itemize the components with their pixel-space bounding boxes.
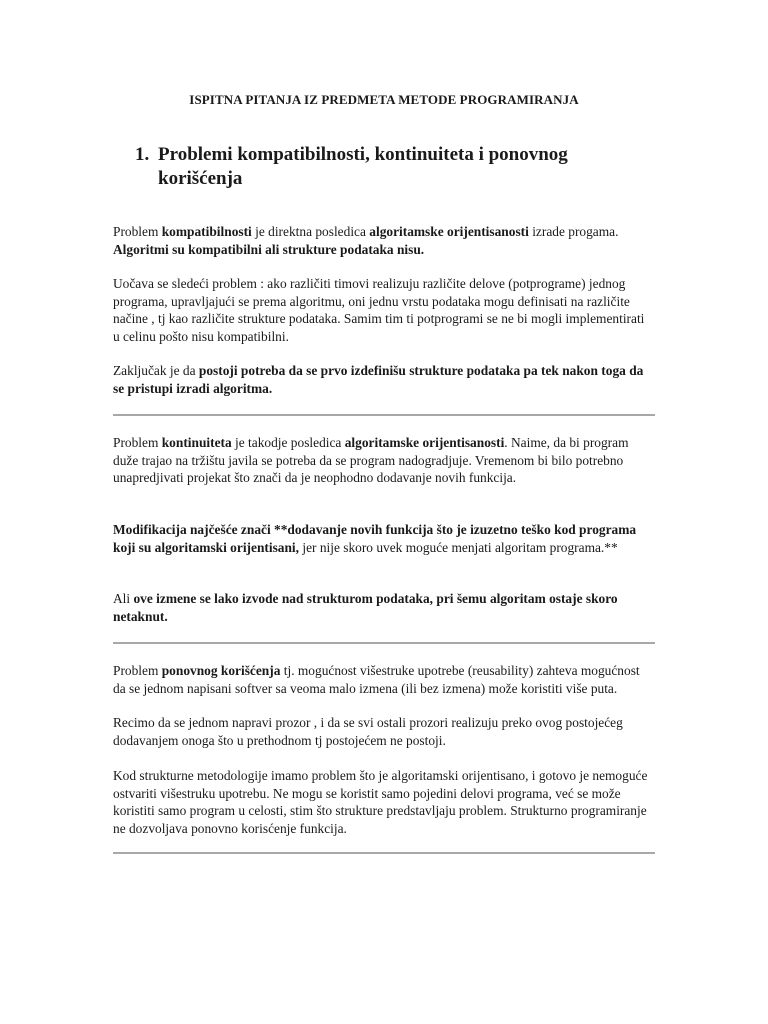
bold-text-run: algoritamske orijentisanosti — [369, 224, 529, 239]
bold-text-run: postoji potreba da se prvo izdefinišu strukture podataka pa tek nakon toga da se pristupi izradi algoritma. — [113, 363, 644, 396]
paragraph-reuse-example — [113, 714, 653, 749]
paragraph-kontinuitet-data-structures — [113, 590, 653, 625]
bold-text-run: ove izmene se lako izvode nad strukturom podataka, pri šemu algoritam ostaje skoro netaknut. — [113, 591, 618, 624]
section-divider — [113, 852, 655, 854]
text-run: Kod strukturne metodologije imamo problem što je algoritamski orijentisano, i gotovo je nemoguće ostvariti višestruku upotrebu. Ne mogu se koristit samo pojedini delovi programa, već se može koristiti samo program u celosti, stim što strukture predstavljaju problem. Strukturno programiranje ne dozvoljava ponovno korisćenje funkcija. — [113, 768, 648, 836]
bold-text-run: ponovnog korišćenja — [161, 663, 281, 678]
text-run: Zaključak je da — [113, 363, 199, 378]
paragraph-reuse-structured — [113, 767, 653, 837]
section-divider — [113, 414, 655, 416]
bold-text-run: Modifikacija najčešće znači **dodavanje novih funkcija što je izuzetno teško kod programa koji su algoritamski orijentisani, — [113, 522, 637, 555]
section-heading — [135, 143, 655, 191]
bold-text-run: Algoritmi su kompatibilni ali strukture podataka nisu. — [113, 241, 425, 257]
paragraph-kompatibilnost-definition — [113, 223, 653, 258]
text-run: Problem — [113, 663, 162, 678]
section-divider — [113, 642, 655, 644]
bold-text-run: algoritamske orijentisanosti — [344, 435, 505, 450]
text-run: je direktna posledica — [251, 224, 370, 239]
paragraph-kompatibilnost-conclusion — [113, 362, 653, 397]
text-run: Problem — [113, 224, 162, 239]
document-title: ISPITNA PITANJA IZ PREDMETA METODE PROGRAMIRANJA — [189, 92, 579, 107]
bold-text-run: kontinuiteta — [161, 435, 232, 450]
text-run: Problem — [113, 435, 162, 450]
text-run: Ali — [113, 591, 134, 606]
text-run: jer nije skoro uvek moguće menjati algoritam programa.** — [299, 539, 618, 555]
paragraph-kompatibilnost-problem — [113, 275, 653, 345]
paragraph-reuse-definition — [113, 662, 653, 697]
paragraph-kontinuitet-definition — [113, 434, 653, 487]
bold-text-run: kompatibilnosti — [161, 224, 252, 239]
text-run: Recimo da se jednom napravi prozor , i da se svi ostali prozori realizuju preko ovog postojećeg dodavanjem onoga što u prethodnom tj postojećem ne postoji. — [113, 715, 623, 748]
heading-number: 1. — [135, 144, 150, 165]
text-run: je takodje posledica — [231, 435, 345, 450]
text-run: tj. mogućnost višestruke upotrebe (reusability) zahteva mogućnost da se jednom napisani softver sa veoma malo izmena (ili bez izmena) može koristiti više puta. — [113, 663, 640, 696]
paragraph-kontinuitet-modification — [113, 521, 653, 556]
text-run: . Naime, da bi program duže trajao na tržištu javila se potreba da se program nadogradjuje. Vremenom bi bilo potrebno unapredjivati projekat što znači da je neophodno dodavanje novih funkcija. — [113, 435, 629, 485]
text-run: Uočava se sledeći problem : ako različiti timovi realizuju različite delove (potprograme) jednog programa, upravljajući se prema algoritmu, oni jednu vrstu podataka mogu definisati na različite načine , tj kao različite strukture podataka. Samim tim ti potprogrami se ne bi mogli implementirati u celinu pošto nisu kompatibilni. — [113, 276, 645, 344]
heading-text: Problemi kompatibilnosti, kontinuiteta i ponovnog korišćenja — [158, 144, 568, 189]
text-run: izrade progama. — [528, 224, 619, 239]
